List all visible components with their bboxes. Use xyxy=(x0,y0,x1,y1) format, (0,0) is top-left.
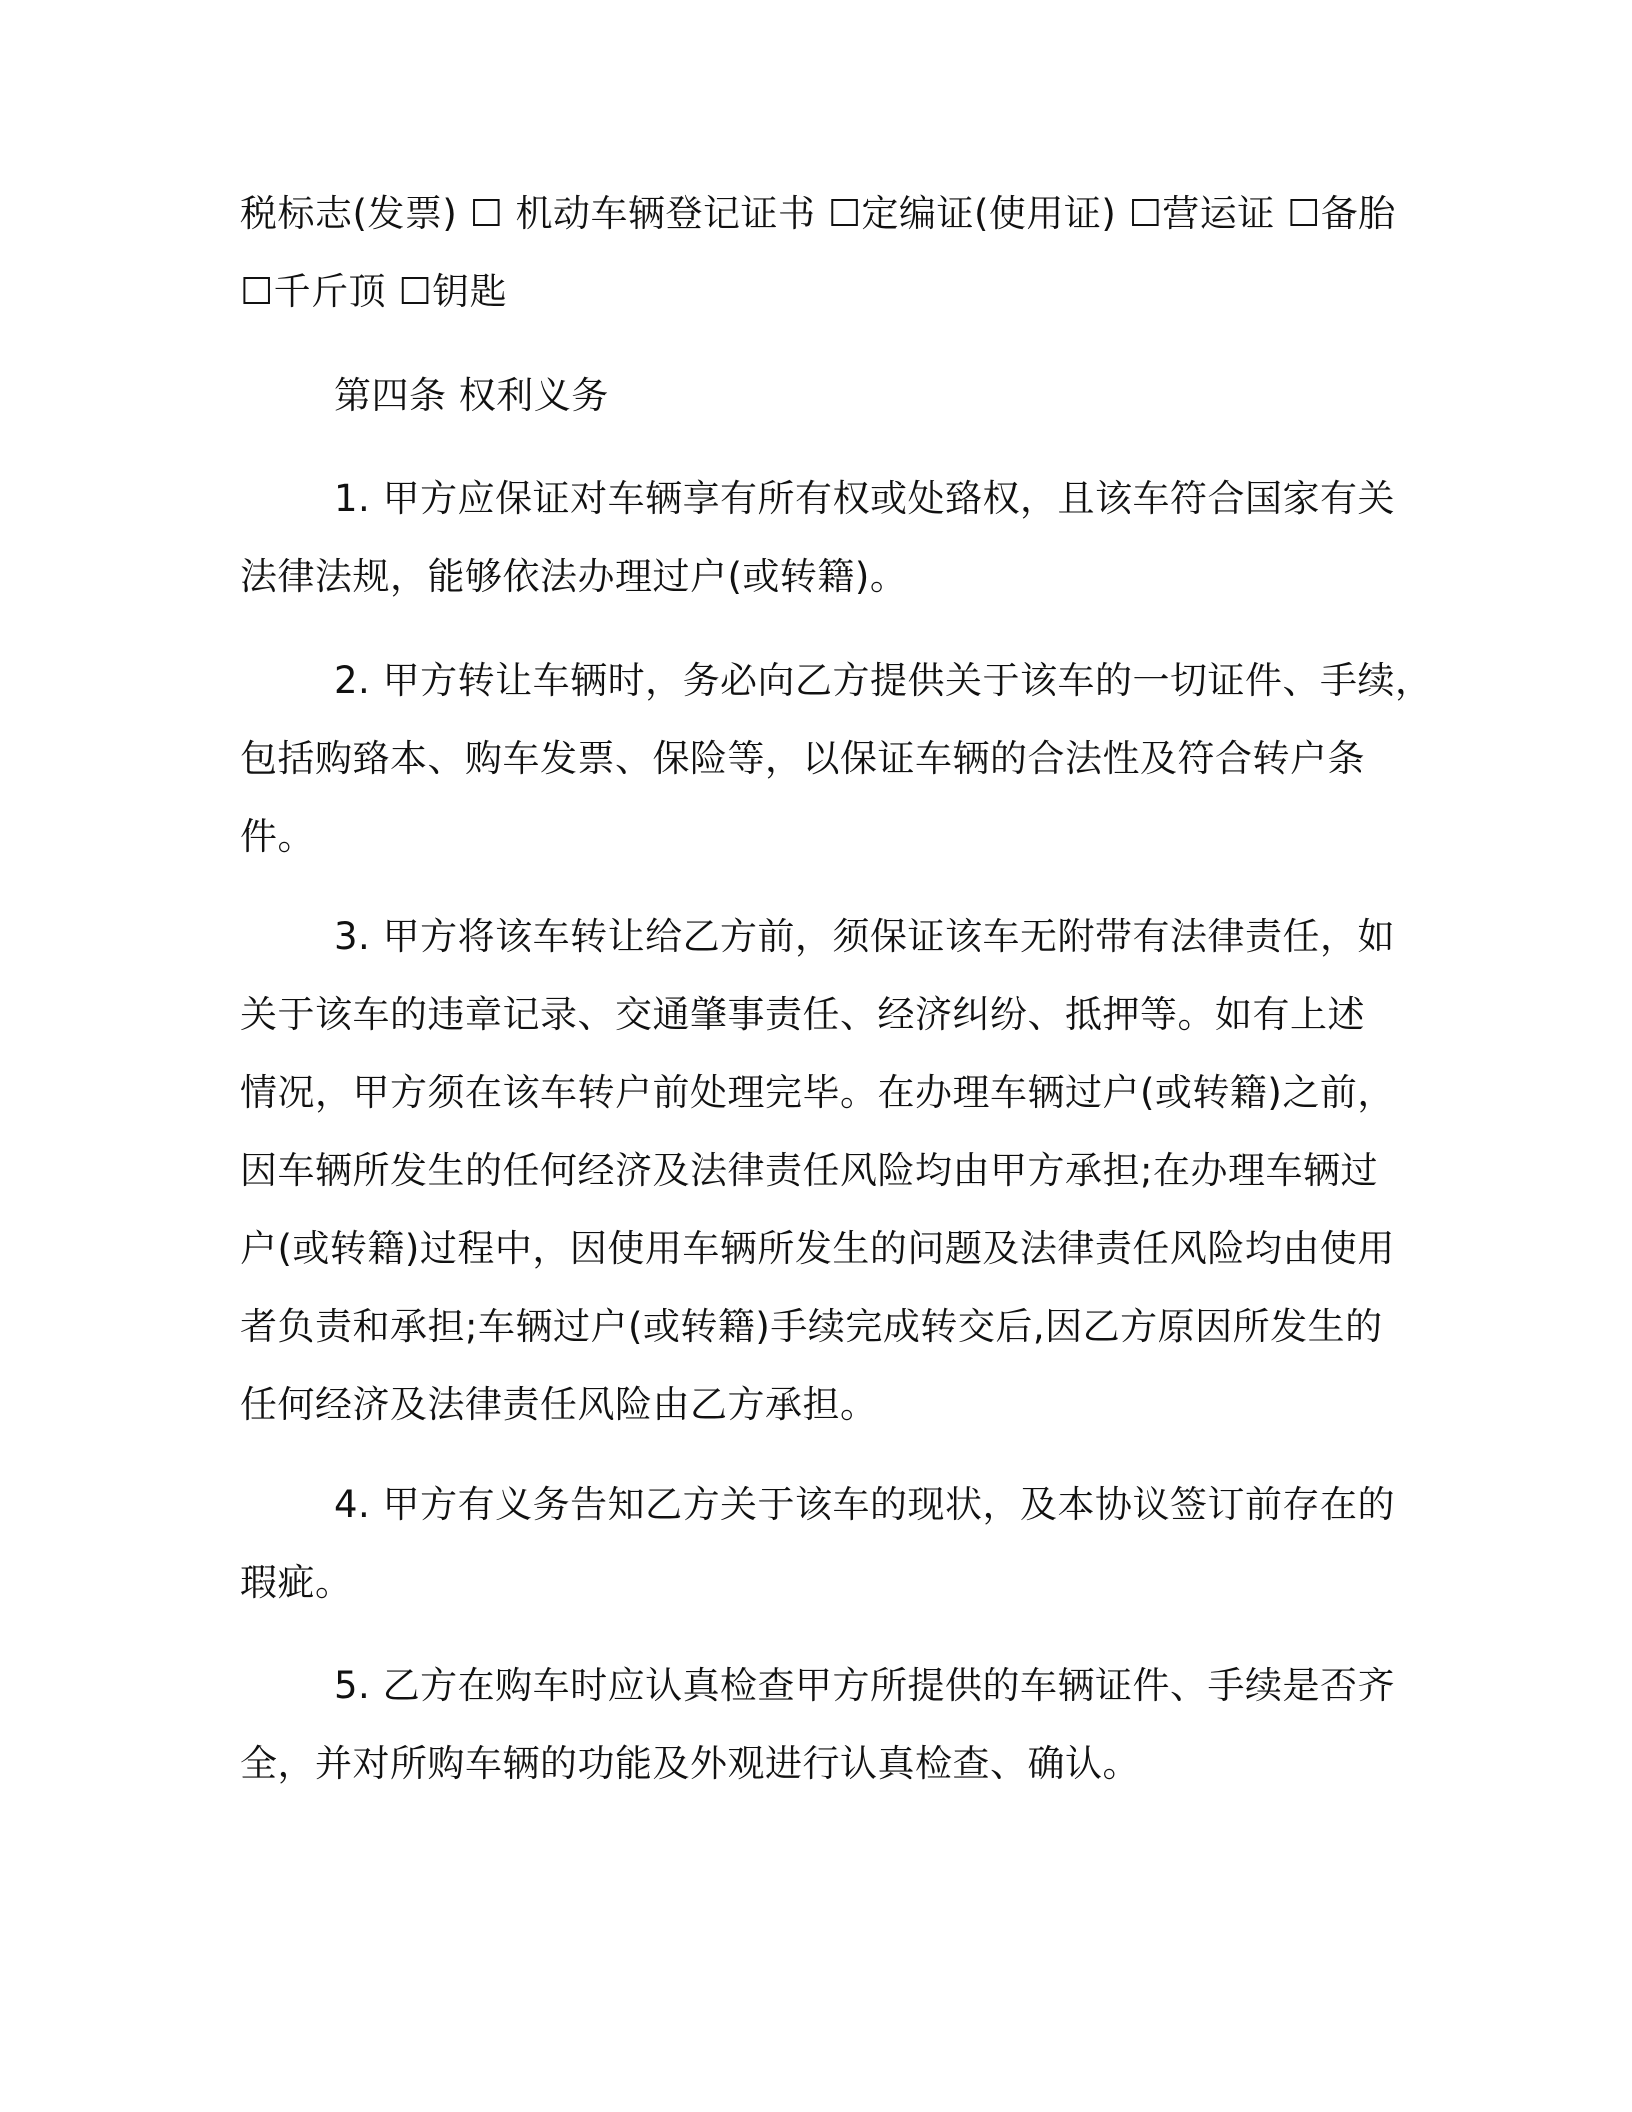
clause-4 xyxy=(240,1466,1396,1622)
text-line: 者负责和承担;车辆过户(或转籍)手续完成转交后,因乙方原因所发生的 xyxy=(240,1305,1383,1348)
text-line: 法律法规，能够依法办理过户(或转籍)。 xyxy=(240,555,908,598)
clause-2 xyxy=(240,642,1433,876)
document-list-continuation xyxy=(240,175,1396,331)
text-line: 2. 甲方转让车辆时，务必向乙方提供关于该车的一切证件、手续， xyxy=(334,659,1433,702)
text-line: 件。 xyxy=(240,815,315,858)
clause-3 xyxy=(240,898,1396,1444)
text-line: 户(或转籍)过程中，因使用车辆所发生的问题及法律责任风险均由使用 xyxy=(240,1227,1395,1270)
clause-1 xyxy=(240,460,1396,616)
text-line: 3. 甲方将该车转让给乙方前，须保证该车无附带有法律责任，如 xyxy=(334,915,1396,958)
text-line: 4. 甲方有义务告知乙方关于该车的现状，及本协议签订前存在的 xyxy=(334,1483,1396,1526)
text-line: 瑕疵。 xyxy=(240,1561,353,1604)
text-line: ☐千斤顶 ☐钥匙 xyxy=(240,270,508,313)
article-heading: 第四条 权利义务 xyxy=(334,374,609,417)
text-line: 5. 乙方在购车时应认真检查甲方所提供的车辆证件、手续是否齐 xyxy=(334,1664,1396,1707)
text-line: 全，并对所购车辆的功能及外观进行认真检查、确认。 xyxy=(240,1742,1140,1785)
text-line: 因车辆所发生的任何经济及法律责任风险均由甲方承担;在办理车辆过 xyxy=(240,1149,1378,1192)
text-line: 包括购臵本、购车发票、保险等，以保证车辆的合法性及符合转户条 xyxy=(240,737,1365,780)
clause-5 xyxy=(240,1647,1396,1803)
text-line: 情况，甲方须在该车转户前处理完毕。在办理车辆过户(或转籍)之前， xyxy=(240,1071,1395,1114)
text-line: 税标志(发票) ☐ 机动车辆登记证书 ☐定编证(使用证) ☐营运证 ☐备胎 xyxy=(240,192,1396,235)
text-line: 关于该车的违章记录、交通肇事责任、经济纠纷、抵押等。如有上述 xyxy=(240,993,1365,1036)
text-line: 任何经济及法律责任风险由乙方承担。 xyxy=(240,1383,878,1426)
text-line: 1. 甲方应保证对车辆享有所有权或处臵权，且该车符合国家有关 xyxy=(334,477,1396,520)
